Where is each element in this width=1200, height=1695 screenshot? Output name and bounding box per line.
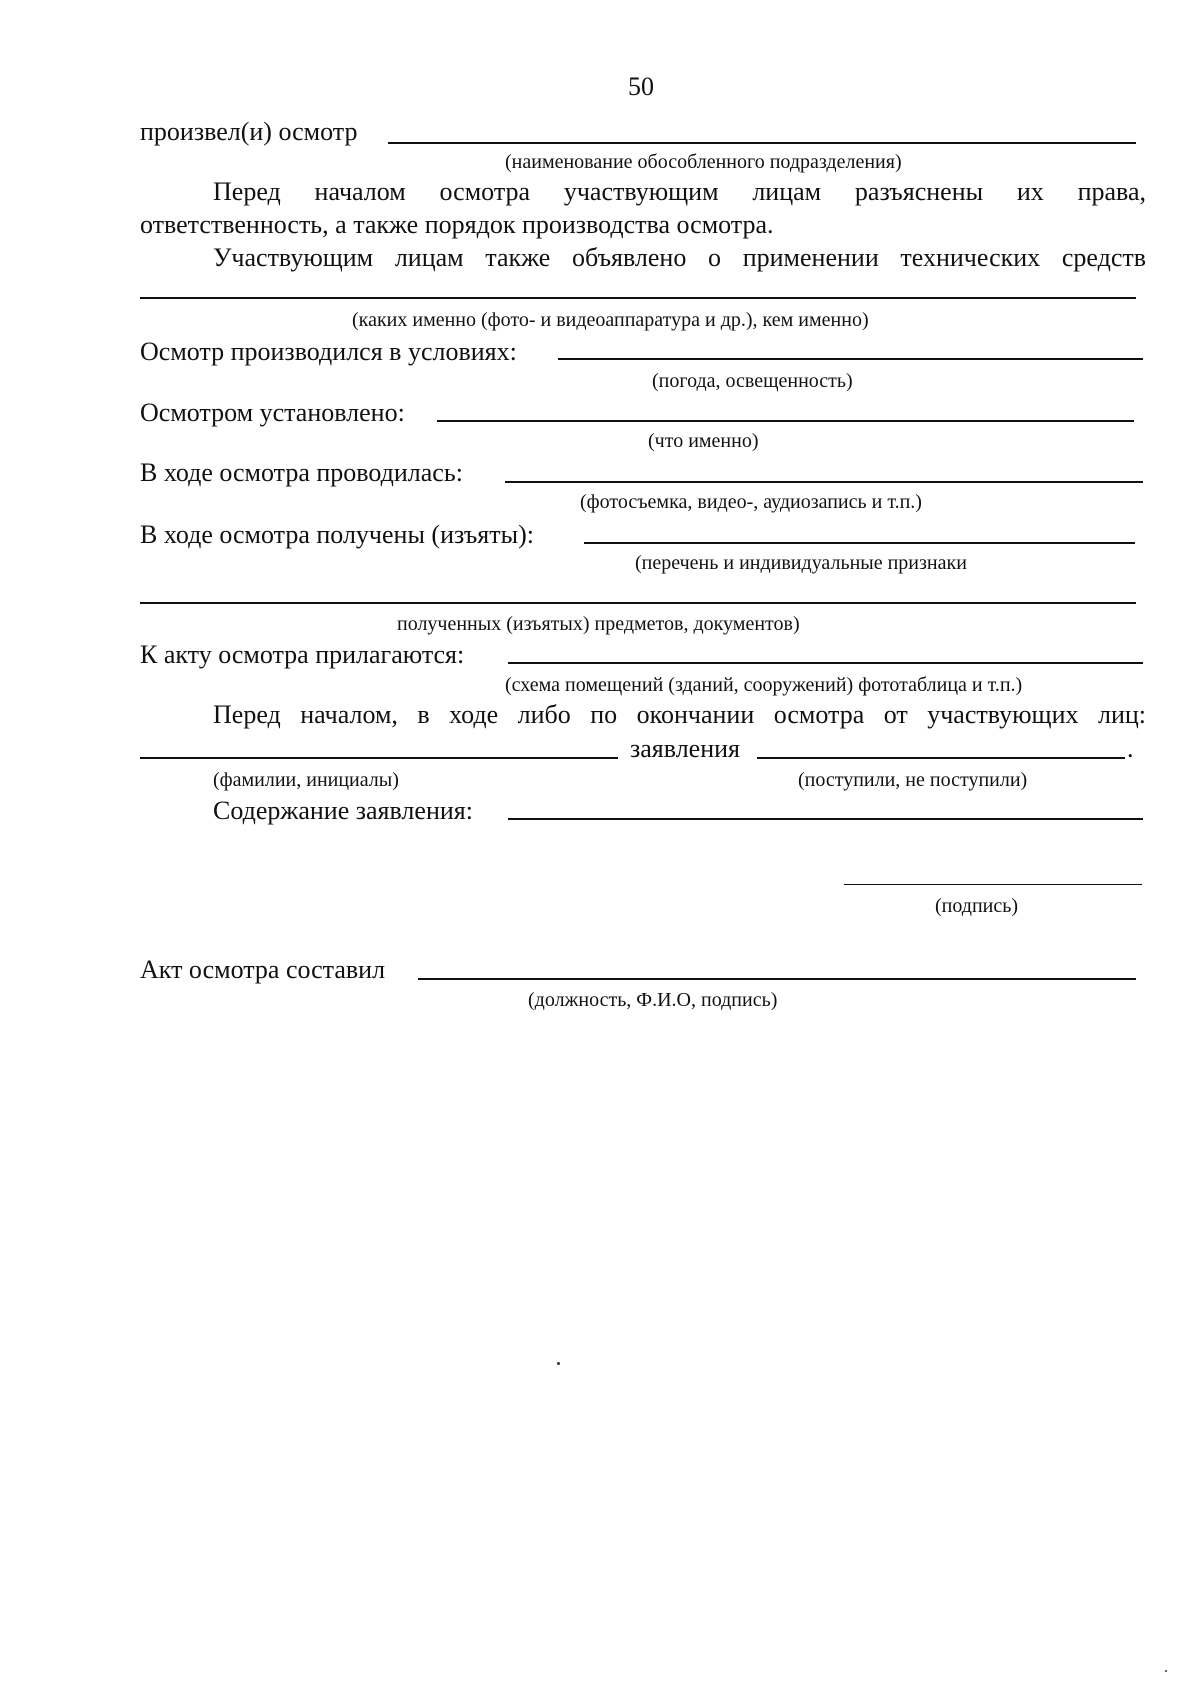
attached-label: К акту осмотра прилагаются: <box>140 640 465 669</box>
compiled-field-line[interactable] <box>418 978 1136 980</box>
conditions-field-line[interactable] <box>558 358 1143 360</box>
subdivision-caption: (наименование обособленного подразделения) <box>505 151 902 173</box>
names-caption: (фамилии, инициалы) <box>213 769 399 791</box>
received-caption: (поступили, не поступили) <box>798 769 1028 791</box>
statements-period: . <box>1127 734 1134 763</box>
statements-line: Перед началом, в ходе либо по окончании осмотра от участвующих лиц: <box>213 700 1146 729</box>
seized-field-line[interactable] <box>584 542 1135 544</box>
conditions-label: Осмотр производился в условиях: <box>140 337 517 366</box>
recording-field-line[interactable] <box>505 481 1143 483</box>
rights-line-2: ответственность, а также порядок производства осмотра. <box>140 210 774 239</box>
signature-caption: (подпись) <box>935 895 1019 917</box>
attached-caption: (схема помещений (зданий, сооружений) фототаблица и т.п.) <box>505 674 1023 696</box>
statements-word: заявления <box>630 734 741 763</box>
compiled-label: Акт осмотра составил <box>140 955 386 984</box>
scan-speck <box>1165 1670 1167 1672</box>
statements-names-field-line[interactable] <box>140 757 618 759</box>
technical-means-caption: (каких именно (фото- и видеоаппаратура и др.), кем именно) <box>352 309 869 331</box>
seized-label: В ходе осмотра получены (изъяты): <box>140 520 534 549</box>
produced-label: произвел(и) осмотр <box>140 117 358 146</box>
page-number: 50 <box>628 72 654 101</box>
technical-means-line: Участвующим лицам также объявлено о применении технических средств <box>213 243 1146 272</box>
seized-continuation-line[interactable] <box>140 602 1136 604</box>
scan-speck <box>557 1362 560 1365</box>
seized-caption-1: (перечень и индивидуальные признаки <box>635 552 967 574</box>
established-caption: (что именно) <box>648 430 759 452</box>
seized-caption-2: полученных (изъятых) предметов, документов) <box>397 613 800 635</box>
statement-content-field-line[interactable] <box>508 818 1143 820</box>
recording-caption: (фотосъемка, видео-, аудиозапись и т.п.) <box>580 491 922 513</box>
compiled-caption: (должность, Ф.И.О, подпись) <box>528 989 778 1011</box>
attached-field-line[interactable] <box>508 662 1143 664</box>
signature-field-line[interactable] <box>844 884 1142 885</box>
established-label: Осмотром установлено: <box>140 398 405 427</box>
technical-means-field-line[interactable] <box>140 297 1136 299</box>
produced-field-line[interactable] <box>388 142 1136 144</box>
rights-line-1: Перед началом осмотра участвующим лицам разъяснены их права, <box>213 177 1146 206</box>
recording-label: В ходе осмотра проводилась: <box>140 458 463 487</box>
established-field-line[interactable] <box>437 420 1134 422</box>
statements-received-field-line[interactable] <box>757 757 1125 759</box>
conditions-caption: (погода, освещенность) <box>652 370 853 392</box>
statement-content-label: Содержание заявления: <box>213 796 473 825</box>
